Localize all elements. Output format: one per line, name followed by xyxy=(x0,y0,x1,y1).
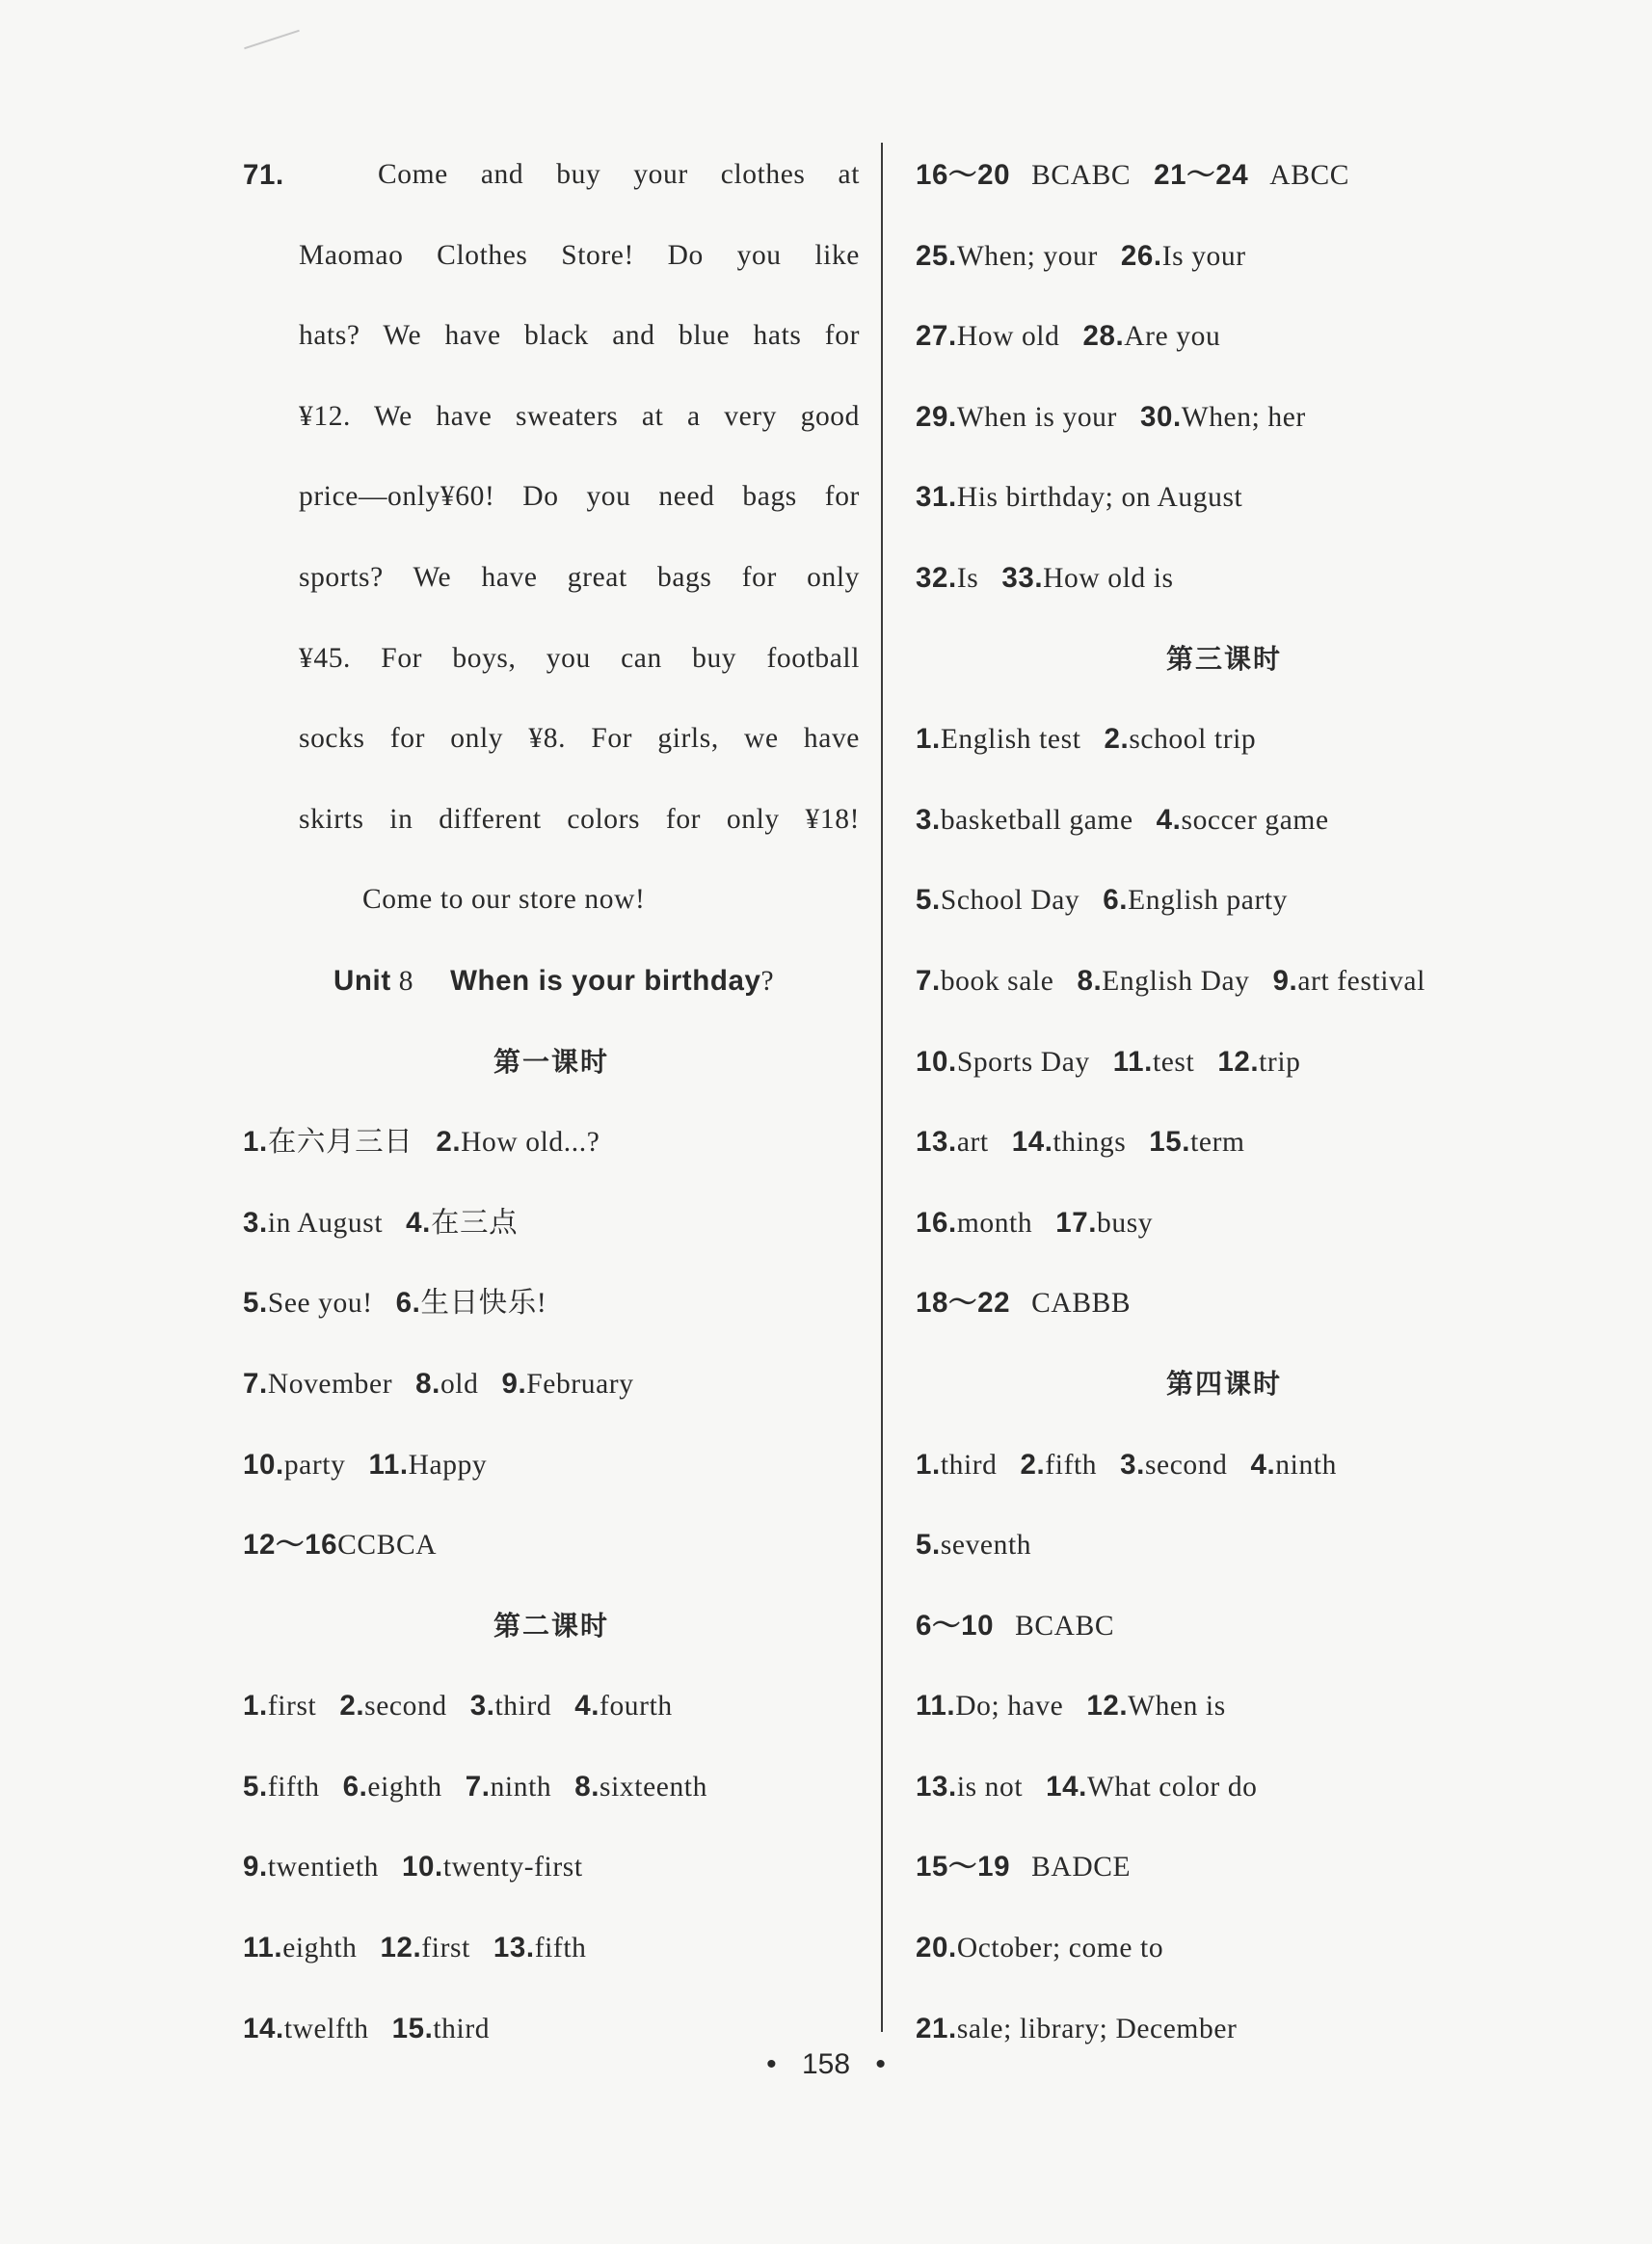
answer-text: October; come to xyxy=(956,1933,1164,1964)
answer-item xyxy=(396,1288,547,1319)
answer-text: eighth xyxy=(282,1933,358,1964)
answer-item xyxy=(1021,1450,1098,1481)
answer-item xyxy=(470,1691,552,1722)
answer-row xyxy=(916,1908,1532,1989)
answer-text: twenty-first xyxy=(442,1852,583,1883)
answer-text: busy xyxy=(1097,1207,1154,1239)
answer-row xyxy=(243,1263,860,1344)
answer-item xyxy=(243,1208,383,1239)
answer-item xyxy=(916,241,1098,272)
answer-text: How old...? xyxy=(461,1127,600,1159)
answer-row xyxy=(243,1827,860,1908)
answer-item xyxy=(1121,241,1246,272)
q71-line: ¥45. For boys, you can buy football xyxy=(299,642,860,674)
lesson-3 xyxy=(916,619,1532,1344)
answer-text: 在三点 xyxy=(430,1207,519,1239)
answer-row xyxy=(243,1505,860,1586)
unit-number: 8 xyxy=(398,965,414,997)
answer-text: book sale xyxy=(940,965,1054,997)
answer-item xyxy=(243,1530,437,1561)
q71-line: ¥12. We have sweaters at a very good xyxy=(299,400,860,432)
answer-item xyxy=(916,1530,1031,1561)
answer-item xyxy=(1077,966,1249,997)
answer-number: 5. xyxy=(243,1287,268,1320)
answer-text: Do; have xyxy=(955,1691,1064,1723)
answer-text: things xyxy=(1052,1127,1127,1159)
answer-item xyxy=(243,1691,316,1722)
answer-row xyxy=(243,1666,860,1747)
answer-number: 15. xyxy=(1149,1126,1191,1159)
q71-line: sports? We have great bags for only xyxy=(299,561,860,593)
answer-text: When is your xyxy=(956,401,1117,433)
answer-text: third xyxy=(433,2013,491,2044)
answer-text: Is xyxy=(956,562,979,594)
answer-number: 1. xyxy=(916,1448,941,1481)
answer-number: 11. xyxy=(1112,1045,1153,1078)
answer-item xyxy=(339,1691,446,1722)
answer-row xyxy=(916,457,1532,538)
answer-item xyxy=(415,1369,478,1400)
answer-row xyxy=(916,1102,1532,1183)
answer-text: eighth xyxy=(367,1771,442,1803)
unit-name: When is your birthday xyxy=(450,964,761,997)
answer-number: 7. xyxy=(243,1367,268,1400)
answer-text: fifth xyxy=(267,1771,320,1803)
answer-item xyxy=(916,402,1117,433)
answer-item xyxy=(1082,321,1220,352)
answer-text: How old is xyxy=(1043,562,1174,594)
answer-text: Happy xyxy=(408,1449,488,1481)
answer-item xyxy=(574,1691,673,1722)
answer-item xyxy=(392,2014,491,2044)
answer-number: 12. xyxy=(380,1932,422,1964)
answer-number: 20. xyxy=(916,1932,957,1964)
answer-item xyxy=(1273,966,1426,997)
answer-row xyxy=(916,1505,1532,1586)
answer-text: fourth xyxy=(600,1691,673,1723)
answer-row xyxy=(916,1022,1532,1103)
answer-item xyxy=(243,1450,345,1481)
lesson-heading: 第一课时 xyxy=(493,1045,609,1078)
answer-text: party xyxy=(283,1449,346,1481)
answer-item xyxy=(916,966,1053,997)
lesson-heading: 第三课时 xyxy=(1165,642,1282,675)
answer-row xyxy=(243,1344,860,1425)
lesson-1 xyxy=(243,1022,860,1586)
answer-item xyxy=(916,1611,1114,1642)
answer-text: What color do xyxy=(1086,1771,1258,1803)
answer-number: 10. xyxy=(243,1448,284,1481)
answer-number: 12. xyxy=(1217,1045,1260,1078)
answer-text: basketball game xyxy=(940,804,1133,836)
answer-item xyxy=(243,1127,413,1158)
answer-number: 28. xyxy=(1082,320,1125,353)
answer-text: term xyxy=(1190,1127,1245,1159)
answer-number: 9. xyxy=(1272,964,1298,997)
answer-item xyxy=(1046,1772,1257,1803)
answer-item xyxy=(243,1288,373,1319)
answer-text: seventh xyxy=(940,1530,1032,1562)
answer-number: 3. xyxy=(469,1690,495,1723)
answer-number: 17. xyxy=(1055,1206,1098,1239)
answer-item xyxy=(916,1450,998,1481)
answer-item xyxy=(1154,160,1349,191)
answer-item xyxy=(493,1933,587,1964)
answer-number: 27. xyxy=(916,320,957,353)
answer-item xyxy=(1250,1450,1336,1481)
q71-line: price—only¥60! Do you need bags for xyxy=(299,481,860,513)
answer-text: When; your xyxy=(956,240,1098,272)
answer-item xyxy=(916,724,1081,755)
answer-item xyxy=(916,2014,1237,2044)
answer-text: month xyxy=(956,1207,1033,1239)
answer-item xyxy=(1157,805,1329,836)
answer-item xyxy=(916,563,978,594)
answer-number: 5. xyxy=(243,1770,268,1803)
answer-number: 4. xyxy=(1250,1448,1276,1481)
answer-number: 30. xyxy=(1139,400,1182,433)
answer-text: CCBCA xyxy=(337,1530,438,1562)
answer-number: 8. xyxy=(1077,964,1103,997)
answer-text: ninth xyxy=(490,1771,552,1803)
answer-number: 16～20 xyxy=(916,159,1011,191)
right-column xyxy=(916,135,1532,2069)
answer-text: twelfth xyxy=(283,2013,369,2044)
answer-text: 在六月三日 xyxy=(267,1127,413,1159)
answer-text: See you! xyxy=(267,1288,373,1320)
answer-item xyxy=(1086,1691,1226,1722)
answer-text: How old xyxy=(956,321,1060,353)
answer-item xyxy=(1149,1127,1244,1158)
answer-text: old xyxy=(440,1368,479,1400)
answer-number: 13. xyxy=(493,1932,535,1964)
answer-number: 1. xyxy=(243,1126,268,1159)
answer-item xyxy=(1120,1450,1227,1481)
answer-item xyxy=(1140,402,1306,433)
answer-number: 1. xyxy=(243,1690,268,1723)
footer-dot: • xyxy=(875,2048,886,2080)
answer-number: 8. xyxy=(415,1367,440,1400)
answer-text: CABBB xyxy=(1031,1288,1132,1320)
answer-row xyxy=(916,538,1532,619)
answer-item xyxy=(368,1450,487,1481)
answer-text: is not xyxy=(956,1771,1024,1803)
answer-text: fifth xyxy=(1045,1449,1098,1481)
answer-text: fifth xyxy=(534,1933,587,1964)
answer-text: November xyxy=(267,1368,393,1400)
answer-text: test xyxy=(1152,1046,1195,1078)
answer-item xyxy=(916,885,1079,916)
answer-text: first xyxy=(267,1691,317,1723)
answer-text: second xyxy=(1144,1449,1228,1481)
answer-text: art xyxy=(956,1127,989,1159)
answer-text: His birthday; on August xyxy=(956,482,1243,514)
answer-row xyxy=(916,699,1532,780)
answer-row xyxy=(916,1827,1532,1908)
answer-number: 31. xyxy=(916,481,957,514)
unit-qmark: ? xyxy=(760,965,775,997)
answer-row xyxy=(243,1908,860,1989)
answer-item xyxy=(916,1208,1032,1239)
answer-number: 2. xyxy=(1020,1448,1046,1481)
answer-text: Sports Day xyxy=(956,1046,1090,1078)
answer-item xyxy=(916,1772,1023,1803)
answer-number: 12～16 xyxy=(243,1529,338,1562)
answer-number: 10. xyxy=(916,1045,957,1078)
answer-item xyxy=(916,1933,1163,1964)
answer-number: 5. xyxy=(916,1529,941,1562)
answer-item xyxy=(1105,724,1257,755)
answer-number: 4. xyxy=(574,1690,600,1723)
answer-item xyxy=(466,1772,551,1803)
answer-number: 6. xyxy=(395,1287,421,1320)
answer-item xyxy=(1113,1047,1195,1078)
answer-text: When is xyxy=(1128,1691,1226,1723)
answer-item xyxy=(1001,563,1173,594)
answer-text: art festival xyxy=(1297,965,1426,997)
answer-item xyxy=(343,1772,442,1803)
answer-number: 7. xyxy=(916,964,941,997)
answer-row xyxy=(916,1747,1532,1828)
answer-text: Is your xyxy=(1161,240,1246,272)
answer-number: 26. xyxy=(1120,239,1162,272)
answer-text: first xyxy=(421,1933,470,1964)
answer-number: 14. xyxy=(243,2012,284,2044)
answer-item xyxy=(916,1288,1131,1319)
answer-row xyxy=(916,1666,1532,1747)
answer-row xyxy=(916,1425,1532,1506)
lesson-2-continued xyxy=(916,135,1532,619)
answer-text: English Day xyxy=(1102,965,1250,997)
answer-text: in August xyxy=(267,1207,384,1239)
q71-line: hats? We have black and blue hats for xyxy=(299,320,860,352)
answer-number: 25. xyxy=(916,239,957,272)
answer-number: 11. xyxy=(243,1932,283,1964)
answer-number: 7. xyxy=(465,1770,491,1803)
answer-item xyxy=(574,1772,707,1803)
answer-item xyxy=(916,1852,1131,1883)
answer-number: 14. xyxy=(1011,1126,1053,1159)
lesson-heading: 第四课时 xyxy=(1165,1367,1282,1400)
answer-item xyxy=(916,482,1242,513)
answer-row xyxy=(916,296,1532,377)
answer-text: When; her xyxy=(1181,401,1306,433)
q71-line: socks for only ¥8. For girls, we have xyxy=(299,723,860,755)
q71-line: skirts in different colors for only ¥18! xyxy=(299,803,860,835)
answer-number: 14. xyxy=(1046,1770,1087,1803)
answer-text: third xyxy=(940,1449,998,1481)
answer-number: 21. xyxy=(916,2012,957,2044)
answer-item xyxy=(1012,1127,1127,1158)
question-71 xyxy=(243,135,860,941)
answer-number: 6. xyxy=(342,1770,368,1803)
answer-item xyxy=(916,160,1131,191)
answer-row xyxy=(916,377,1532,458)
answer-text: trip xyxy=(1259,1046,1301,1078)
q71-text: Come and buy your clothes at xyxy=(378,159,860,190)
q71-number: 71. xyxy=(243,159,284,191)
answer-item xyxy=(501,1369,633,1400)
answer-item xyxy=(243,1369,392,1400)
answer-item xyxy=(243,1933,358,1964)
answer-number: 3. xyxy=(243,1206,268,1239)
answer-number: 32. xyxy=(916,561,957,594)
answer-text: BADCE xyxy=(1031,1852,1132,1883)
answer-number: 5. xyxy=(916,884,941,917)
answer-text: English test xyxy=(940,724,1081,756)
answer-item xyxy=(1217,1047,1300,1078)
answer-text: soccer game xyxy=(1181,804,1329,836)
answer-text: third xyxy=(494,1691,552,1723)
answer-text: ABCC xyxy=(1269,160,1350,191)
answer-number: 3. xyxy=(1120,1448,1145,1481)
answer-item xyxy=(916,1127,989,1158)
q71-line: Maomao Clothes Store! Do you like xyxy=(299,239,860,271)
lesson-2 xyxy=(243,1586,860,2070)
answer-number: 11. xyxy=(916,1690,956,1723)
answer-row xyxy=(916,1586,1532,1667)
answer-number: 6～10 xyxy=(916,1609,995,1642)
scan-mark xyxy=(244,30,300,49)
answer-number: 10. xyxy=(402,1851,443,1883)
answer-row xyxy=(916,860,1532,941)
answer-number: 2. xyxy=(436,1126,462,1159)
unit-title xyxy=(243,941,860,1022)
column-divider xyxy=(881,143,883,2032)
lesson-4 xyxy=(916,1344,1532,2069)
unit-label: Unit xyxy=(333,964,391,997)
answer-number: 15～19 xyxy=(916,1851,1011,1883)
answer-text: school trip xyxy=(1129,724,1257,756)
answer-item xyxy=(243,2014,369,2044)
answer-text: twentieth xyxy=(267,1852,379,1883)
answer-item xyxy=(916,805,1133,836)
page-number: 158 xyxy=(801,2048,851,2080)
answer-item xyxy=(243,1772,320,1803)
answer-item xyxy=(381,1933,470,1964)
answer-text: ninth xyxy=(1275,1449,1337,1481)
q71-line xyxy=(243,135,860,216)
answer-number: 4. xyxy=(1156,803,1182,836)
answer-number: 12. xyxy=(1086,1690,1129,1723)
answer-item xyxy=(402,1852,583,1883)
q71-closing: Come to our store now! xyxy=(362,884,646,916)
answer-text: 生日快乐! xyxy=(420,1288,547,1320)
answer-item xyxy=(243,1852,379,1883)
left-column xyxy=(243,135,860,2069)
answer-text: BCABC xyxy=(1031,160,1132,191)
answer-number: 15. xyxy=(391,2012,434,2044)
answer-row xyxy=(916,135,1532,216)
answer-text: English party xyxy=(1128,885,1289,917)
answer-text: BCABC xyxy=(1015,1610,1115,1642)
answer-text: sale; library; December xyxy=(956,2013,1238,2044)
answer-row xyxy=(916,216,1532,297)
answer-item xyxy=(916,1047,1090,1078)
answer-row xyxy=(243,1425,860,1506)
answer-number: 9. xyxy=(243,1851,268,1883)
answer-text: Are you xyxy=(1124,321,1221,353)
answer-row xyxy=(243,1183,860,1264)
answer-number: 13. xyxy=(916,1770,957,1803)
answer-number: 6. xyxy=(1103,884,1129,917)
answer-item xyxy=(916,1691,1063,1722)
answer-number: 1. xyxy=(916,723,941,756)
answer-row xyxy=(243,1102,860,1183)
answer-number: 9. xyxy=(501,1367,527,1400)
answer-number: 33. xyxy=(1001,561,1044,594)
answer-item xyxy=(1103,885,1288,916)
answer-item xyxy=(916,321,1059,352)
footer-dot: • xyxy=(766,2048,777,2080)
answer-row xyxy=(916,780,1532,861)
answer-number: 3. xyxy=(916,803,941,836)
answer-item xyxy=(1055,1208,1153,1239)
lesson-heading: 第二课时 xyxy=(493,1609,609,1642)
answer-number: 2. xyxy=(339,1690,365,1723)
answer-row xyxy=(916,1183,1532,1264)
answer-text: sixteenth xyxy=(600,1771,707,1803)
answer-text: School Day xyxy=(940,885,1080,917)
answer-row xyxy=(243,1747,860,1828)
answer-number: 2. xyxy=(1104,723,1130,756)
answer-number: 13. xyxy=(916,1126,957,1159)
answer-number: 8. xyxy=(574,1770,600,1803)
answer-text: second xyxy=(364,1691,447,1723)
answer-number: 29. xyxy=(916,400,957,433)
answer-row xyxy=(916,941,1532,1022)
answer-item xyxy=(406,1208,518,1239)
answer-number: 21～24 xyxy=(1154,159,1249,191)
page-footer xyxy=(0,2048,1652,2081)
answer-text: February xyxy=(526,1368,634,1400)
answer-item xyxy=(436,1127,600,1158)
answer-number: 18～22 xyxy=(916,1287,1011,1320)
answer-number: 4. xyxy=(406,1206,431,1239)
answer-row xyxy=(916,1263,1532,1344)
answer-number: 11. xyxy=(368,1448,409,1481)
answer-number: 16. xyxy=(916,1206,957,1239)
